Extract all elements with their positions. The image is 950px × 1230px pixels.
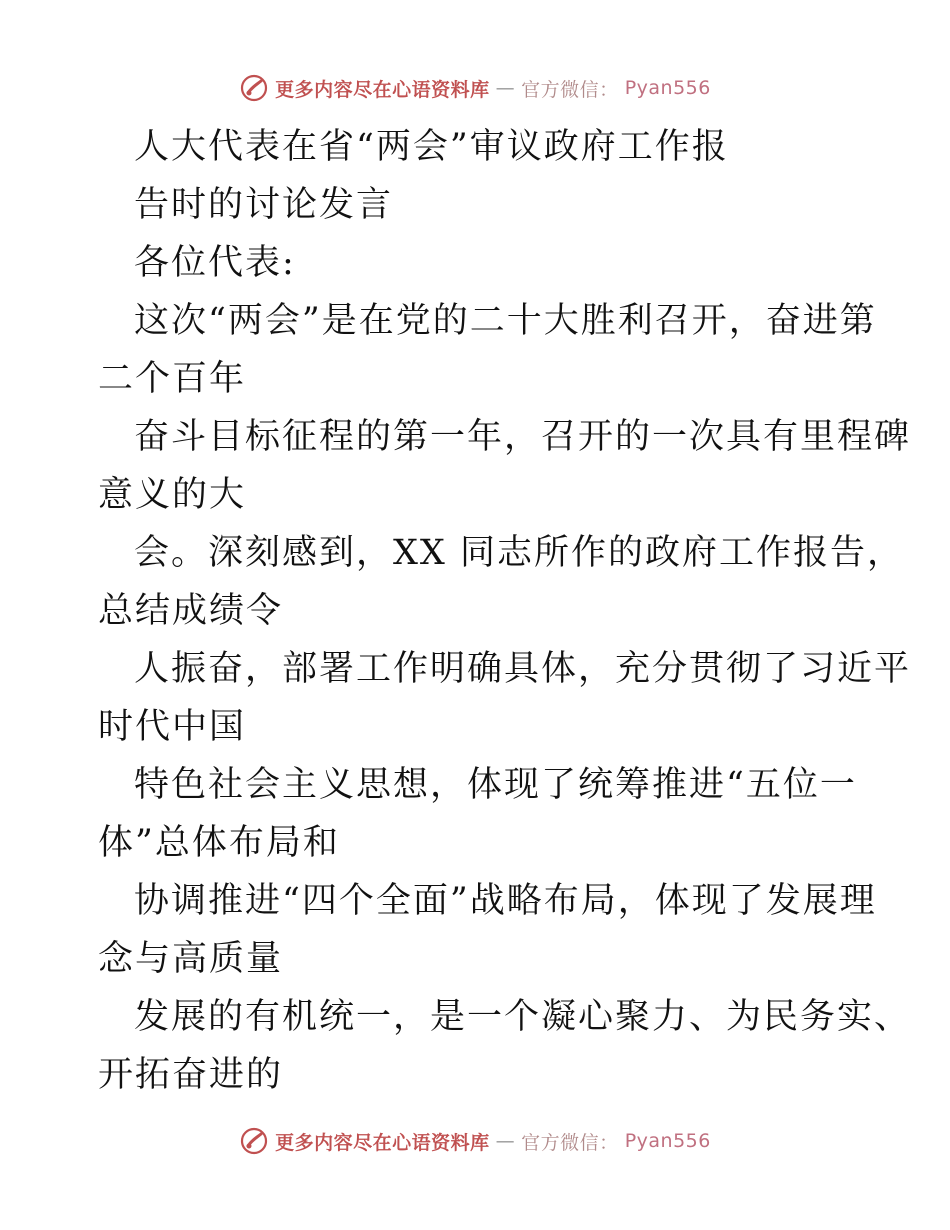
paragraph-line: 时代中国: [98, 707, 247, 747]
watermark-separator: —: [495, 77, 516, 99]
paragraph-line: 这次“两会”是在党的二十大胜利召开，奋进第: [134, 301, 877, 341]
paragraph-line: 体”总体布局和: [98, 823, 340, 863]
watermark-account: Pyan556: [624, 1130, 711, 1152]
footer-watermark: [0, 1126, 950, 1156]
paragraph-line: 意义的大: [98, 475, 247, 515]
watermark-separator: —: [495, 1130, 516, 1152]
watermark-site-text: 更多内容尽在心语资料库: [275, 1131, 490, 1154]
paragraph-line: 总结成绩令: [98, 591, 284, 631]
document-body: [98, 118, 912, 1104]
paragraph-line: 发展的有机统一，是一个凝心聚力、为民务实、: [134, 997, 912, 1037]
ink-brush-logo-icon: [239, 73, 269, 103]
header-watermark: [0, 73, 950, 103]
paragraph-line: 开拓奋进的: [98, 1055, 284, 1095]
ink-brush-logo-icon: [239, 1126, 269, 1156]
salutation: 各位代表:: [134, 243, 296, 283]
document-title-line-2: 告时的讨论发言: [134, 185, 394, 225]
paragraph-line: 奋斗目标征程的第一年，召开的一次具有里程碑: [134, 417, 912, 457]
paragraph-line: 会。深刻感到，XX 同志所作的政府工作报告，: [134, 533, 904, 573]
watermark-contact-label: 官方微信：: [521, 1131, 619, 1154]
paragraph-line: 协调推进“四个全面”战略布局，体现了发展理: [134, 881, 877, 921]
paragraph-line: 人振奋，部署工作明确具体，充分贯彻了习近平: [134, 649, 912, 689]
document-title-line-1: 人大代表在省“两会”审议政府工作报: [134, 127, 729, 167]
paragraph-line: 念与高质量: [98, 939, 284, 979]
paragraph-line: 二个百年: [98, 359, 247, 399]
watermark-contact-label: 官方微信：: [521, 78, 619, 101]
watermark-account: Pyan556: [624, 77, 711, 99]
paragraph-line: 特色社会主义思想，体现了统筹推进“五位一: [134, 765, 857, 805]
watermark-site-text: 更多内容尽在心语资料库: [275, 78, 490, 101]
